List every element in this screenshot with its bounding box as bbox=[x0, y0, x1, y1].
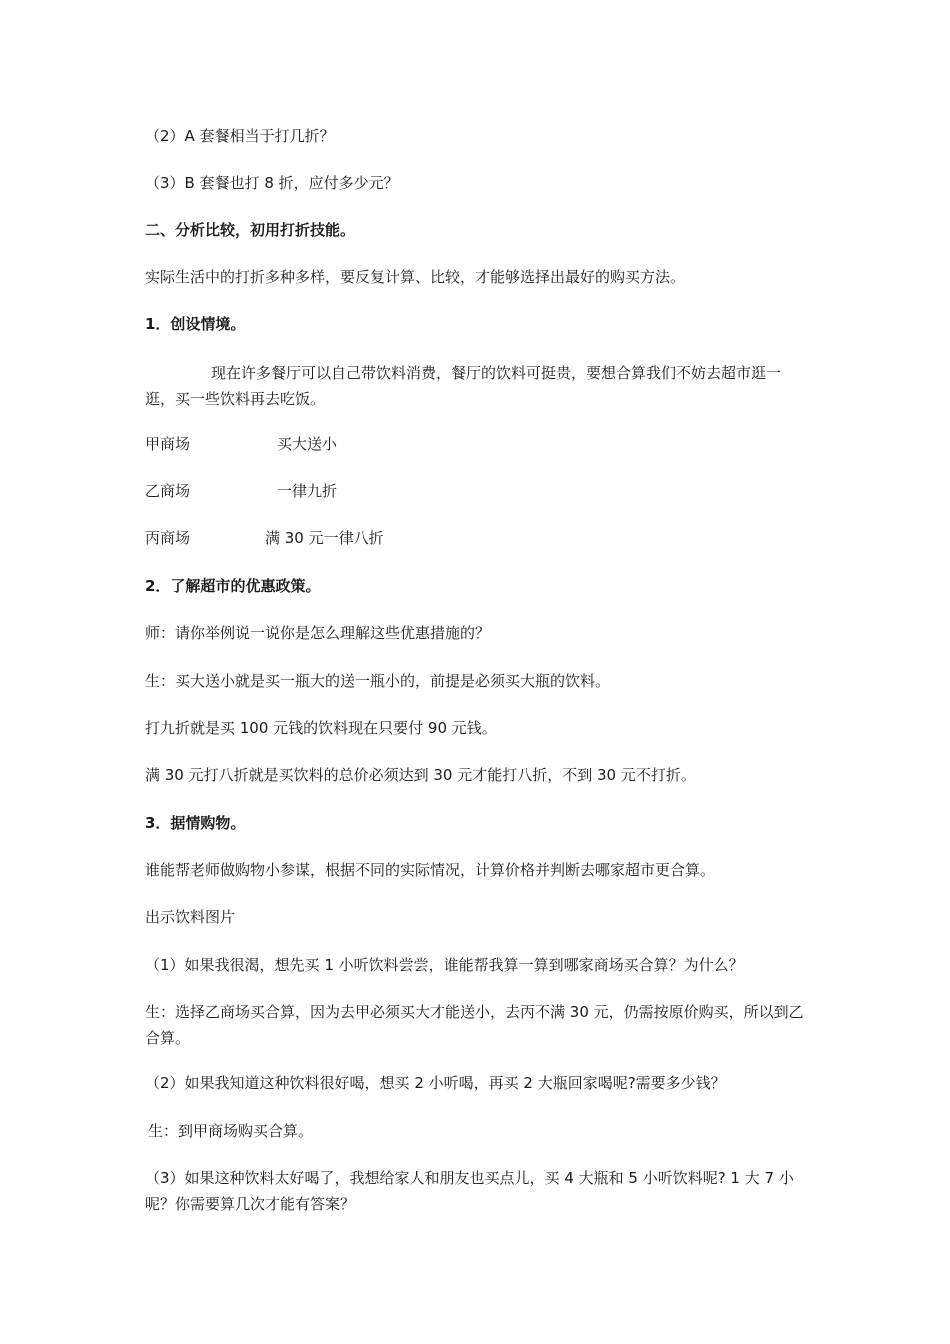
teacher-question: 师：请你举例说一说你是怎么理解这些优惠措施的？ bbox=[145, 624, 491, 642]
task-paragraph: 谁能帮老师做购物小参谋，根据不同的实际情况，计算价格并判断去哪家超市更合算。 bbox=[145, 861, 716, 879]
store-name: 甲商场 bbox=[145, 435, 191, 453]
store-name: 丙商场 bbox=[145, 529, 191, 547]
store-name: 乙商场 bbox=[145, 482, 191, 500]
step-2-heading: 2．了解超市的优惠政策。 bbox=[145, 577, 321, 595]
intro-paragraph: 实际生活中的打折多种多样，要反复计算、比较，才能够选择出最好的购买方法。 bbox=[145, 268, 686, 286]
store-row-jia bbox=[145, 431, 337, 457]
store-row-yi bbox=[145, 478, 337, 504]
scenario-paragraph: 现在许多餐厅可以自己带饮料消费，餐厅的饮料可挺贵，要想合算我们不妨去超市逛一逛，买一些饮料再去吃饭。 bbox=[145, 364, 782, 408]
student-answer-1: 生：买大送小就是买一瓶大的送一瓶小的，前提是必须买大瓶的饮料。 bbox=[145, 672, 611, 690]
section-2-heading: 二、分析比较，初用打折技能。 bbox=[145, 221, 356, 239]
store-row-bing bbox=[145, 525, 384, 551]
question-2: （2）A 套餐相当于打几折？ bbox=[145, 127, 335, 145]
case-2-answer: 生：到甲商场购买合算。 bbox=[148, 1122, 314, 1140]
case-1-question: （1）如果我很渴，想先买 1 小听饮料尝尝，谁能帮我算一算到哪家商场买合算？为什么？ bbox=[145, 956, 744, 974]
student-answer-2: 打九折就是买 100 元钱的饮料现在只要付 90 元钱。 bbox=[145, 719, 497, 737]
store-offer: 一律九折 bbox=[277, 482, 338, 500]
case-3-question: （3）如果这种饮料太好喝了，我想给家人和朋友也买点儿，买 4 大瓶和 5 小听饮料呢? 1 大 7 小呢？你需要算几次才能有答案？ bbox=[145, 1169, 794, 1213]
question-3: （3）B 套餐也打 8 折，应付多少元？ bbox=[145, 174, 399, 192]
case-1-answer: 生：选择乙商场买合算，因为去甲必须买大才能送小，去丙不满 30 元，仍需按原价购买，所以到乙合算。 bbox=[145, 1003, 804, 1047]
student-answer-3: 满 30 元打八折就是买饮料的总价必须达到 30 元才能打八折，不到 30 元不打折。 bbox=[145, 766, 696, 784]
store-offer: 满 30 元一律八折 bbox=[265, 529, 384, 547]
step-3-heading: 3．据情购物。 bbox=[145, 814, 246, 832]
store-offer: 买大送小 bbox=[277, 435, 338, 453]
show-picture-note: 出示饮料图片 bbox=[145, 908, 236, 926]
case-2-question: （2）如果我知道这种饮料很好喝，想买 2 小听喝，再买 2 大瓶回家喝呢?需要多少钱？ bbox=[145, 1074, 726, 1092]
step-1-heading: 1．创设情境。 bbox=[145, 315, 246, 333]
